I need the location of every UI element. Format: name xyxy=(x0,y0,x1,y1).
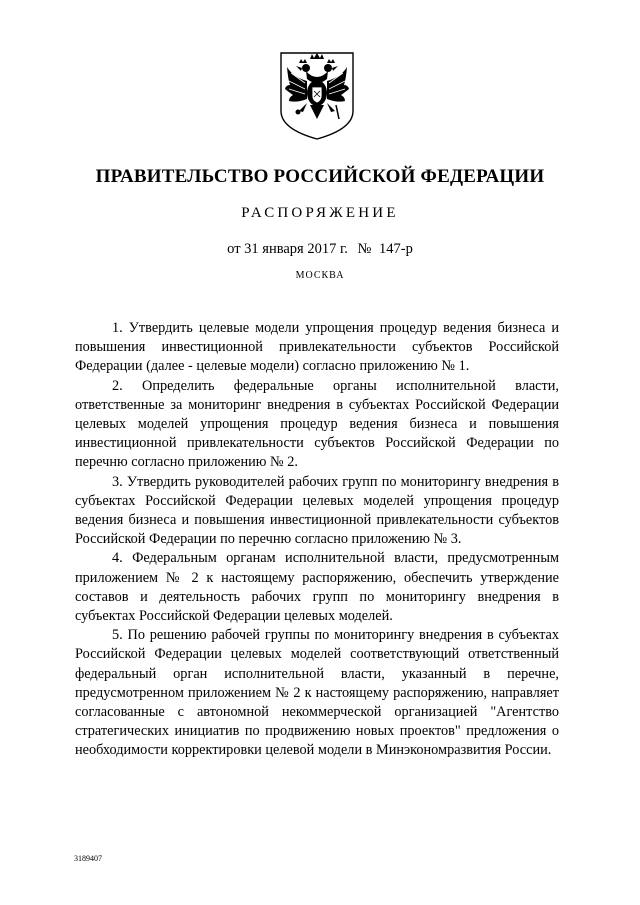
document-number: 147-р xyxy=(379,241,413,257)
paragraph-1: 1. Утвердить целевые модели упрощения процедур ведения бизнеса и повышения инвестиционной привлекательности субъектов Российской Федерации (далее - целевые модели) согласно приложению № 1. xyxy=(75,320,559,375)
number-sign: № xyxy=(357,241,372,257)
paragraph-3: 3. Утвердить руководителей рабочих групп по мониторингу внедрения в субъектах Российской Федерации целевых моделей упрощения процедур ведения бизнеса и повышения инвестиционной привлекательности субъектов Российской Федерации по перечню согласно приложению № 3. xyxy=(75,473,559,548)
government-title: ПРАВИТЕЛЬСТВО РОССИЙСКОЙ ФЕДЕРАЦИИ xyxy=(95,166,545,187)
document-body xyxy=(75,319,559,761)
paragraph-4: 4. Федеральным органам исполнительной власти, предусмотренным приложением № 2 к настоящему распоряжению, обеспечить утверждение составов и деятельность рабочих групп по мониторингу внедрения в субъектах Российской Федерации целевых моделей. xyxy=(75,550,559,625)
paragraph-2: 2. Определить федеральные органы исполнительной власти, ответственные за мониторинг внедрения в субъектах Российской Федерации целевых моделей упрощения процедур ведения бизнеса и повышения инвестиционной привлекательности субъектов Российской Федерации по перечню согласно приложению № 2. xyxy=(75,377,559,471)
coat-of-arms-icon xyxy=(277,49,357,141)
document-type: РАСПОРЯЖЕНИЕ xyxy=(241,205,399,221)
document-date-line xyxy=(0,241,640,258)
city-name: МОСКВА xyxy=(295,270,345,281)
document-date: от 31 января 2017 г. xyxy=(227,241,348,257)
document-code: 3189407 xyxy=(74,854,102,863)
paragraph-5: 5. По решению рабочей группы по мониторингу внедрения в субъектах Российской Федерации целевых моделей соответствующий ответственный федеральный орган исполнительной власти, указанный в перечне, предусмотренном приложением № 2 к настоящему распоряжению, направляет согласованные с автономной некоммерческой организацией "Агентство стратегических инициатив по продвижению новых проектов" предложения о необходимости корректировки целевой модели в Минэкономразвития России. xyxy=(75,627,559,759)
